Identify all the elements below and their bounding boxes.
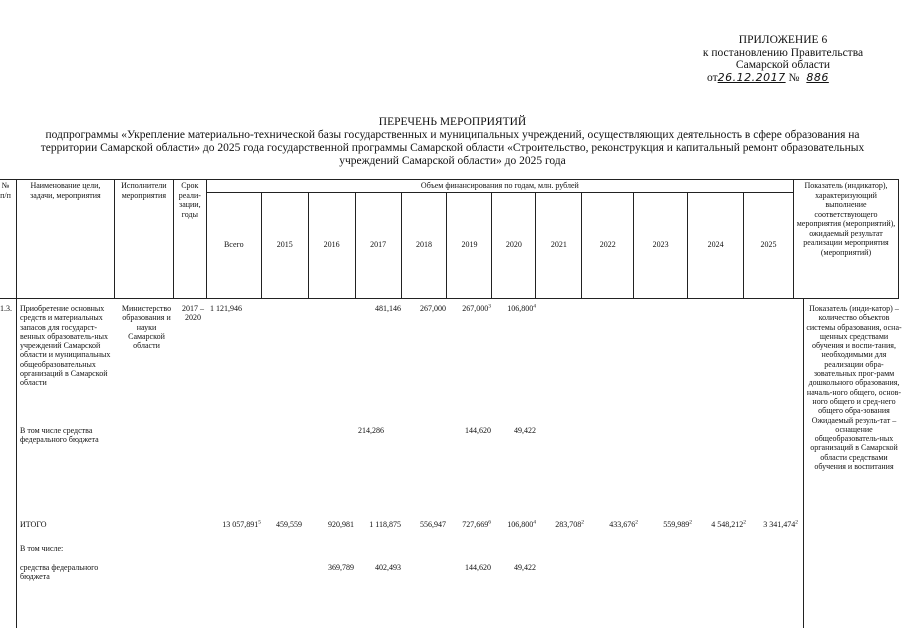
indicator-text: Показатель (инди-катор) – количество объектов системы образования, осна-щенных средствами обучения и воспи-тания, необходимыми для реализации обра-зовательных прог-рамм дошкольного образования, началь-ного общего, основ-ного общего и сред-него общего обра-зования <box>806 304 902 416</box>
decree-label: к постановлению Правительства <box>702 46 864 59</box>
federal-total-2017: 402,493 <box>375 563 401 572</box>
decree-date-line <box>683 72 883 85</box>
col-year: 2019 <box>447 192 492 298</box>
total-2021: 283,708$^2$ <box>555 519 584 529</box>
col-year: 2023 <box>634 192 688 298</box>
col-year: 2018 <box>401 192 447 298</box>
number-handwritten: 886 <box>806 70 829 84</box>
col-term: Срок реали-зации, годы <box>173 180 206 299</box>
federal-total-2020: 49,422 <box>514 563 536 572</box>
funding-table-header <box>0 179 899 299</box>
including-label: В том числе: <box>20 544 64 553</box>
total-2018: 556,947 <box>420 520 446 529</box>
total-label: ИТОГО <box>20 520 47 529</box>
row-number: 1.3. <box>0 304 12 313</box>
federal-total-2019: 144,620 <box>465 563 491 572</box>
total-2015: 459,559 <box>276 520 302 529</box>
total-2025: 3 341,474$^2$ <box>763 519 798 529</box>
total-2023: 559,989$^2$ <box>663 519 692 529</box>
col-year: 2015 <box>261 192 308 298</box>
col-indicator: Показатель (индикатор), характеризующий выполнение соответствующего мероприятия (мероприятий), ожидаемый результат реализации мероприятия (мероприятий) <box>793 180 898 299</box>
row-indicator <box>806 304 902 471</box>
column-divider <box>803 298 804 628</box>
funding-table-body <box>0 298 905 628</box>
row-2020: 106,800$^4$ <box>507 303 536 313</box>
title-main: ПЕРЕЧЕНЬ МЕРОПРИЯТИЙ <box>378 116 527 128</box>
total-all: 13 057,891$^5$ <box>222 519 261 529</box>
col-year: 2016 <box>308 192 355 298</box>
expected-result-text: Ожидаемый резуль-тат – оснащение общеобразователь-ных организаций в Самарской области средствами обучения и воспитания <box>810 415 898 472</box>
attachment-label: ПРИЛОЖЕНИЕ 6 <box>738 34 828 46</box>
total-2024: 4 548,212$^2$ <box>711 519 746 529</box>
col-year: 2024 <box>688 192 744 298</box>
col-year: 2021 <box>536 192 582 298</box>
col-number: № п/п <box>0 180 16 299</box>
date-prefix: от <box>707 71 718 84</box>
federal-2017: 214,286 <box>358 426 384 435</box>
col-total: Всего <box>206 192 261 298</box>
region-label: Самарской области <box>735 59 831 71</box>
total-2016: 920,981 <box>328 520 354 529</box>
total-2017: 1 118,875 <box>369 520 401 529</box>
date-handwritten: 26.12.2017 <box>717 70 786 84</box>
col-year: 2020 <box>492 192 536 298</box>
row-federal-name: В том числе средства федерального бюджета <box>20 426 99 445</box>
federal-2019: 144,620 <box>465 426 491 435</box>
approval-block <box>683 34 883 84</box>
row-executor: Министерство образования и науки Самарской области <box>121 304 172 351</box>
document-title <box>0 116 905 168</box>
col-executor: Исполнители мероприятия <box>114 180 173 299</box>
row-name: Приобретение основных средств и материальных запасов для государст-венных образователь-ных учреждений Самарской области и муниципальных общеобразовательных организаций в Самарской области <box>20 304 111 388</box>
col-funding: Объем финансирования по годам, млн. рублей <box>206 180 793 193</box>
col-name: Наименование цели, задачи, мероприятия <box>16 180 114 299</box>
federal-total-label: средства федерального бюджета <box>20 563 99 582</box>
federal-2020: 49,422 <box>514 426 536 435</box>
total-2019: 727,669$^6$ <box>462 519 491 529</box>
col-year: 2022 <box>582 192 634 298</box>
federal-total-2016: 369,789 <box>328 563 354 572</box>
row-total: 1 121,946 <box>210 304 242 313</box>
col-year: 2017 <box>355 192 401 298</box>
row-2017: 481,146 <box>375 304 401 313</box>
title-subprogram: подпрограммы «Укрепление материально-технической базы государственных и муниципальных учреждений, осуществляющих деятельность в сфере образования на территории Самарской области» до 2025 года государственной программы Самарской области «Строительство, реконструкция и капитальный ремонт образовательных учреждений Самарской области» до 2025 года <box>40 129 865 167</box>
number-prefix: № <box>788 71 800 84</box>
row-2019: 267,000$^3$ <box>462 303 491 313</box>
row-2018: 267,000 <box>420 304 446 313</box>
column-divider <box>16 298 17 628</box>
row-term: 2017 – 2020 <box>182 304 204 323</box>
col-year: 2025 <box>744 192 794 298</box>
total-2020: 106,800$^4$ <box>507 519 536 529</box>
total-2022: 433,676$^2$ <box>609 519 638 529</box>
